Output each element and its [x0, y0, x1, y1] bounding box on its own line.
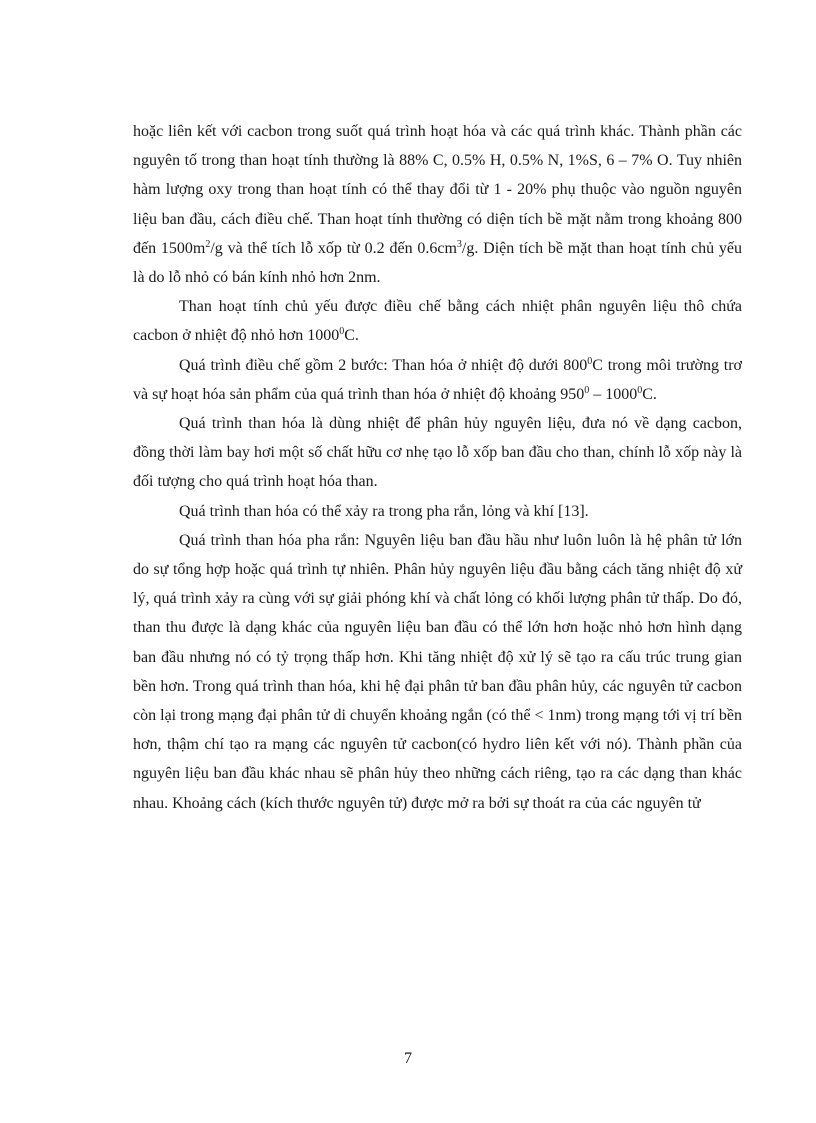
paragraph-text: C.	[642, 385, 657, 403]
paragraph-text: Than hoạt tính chủ yếu được điều chế bằng cách nhiệt phân nguyên liệu thô chứa cacbon ở nhiệt độ nhỏ hơn 1000	[133, 298, 742, 345]
document-body	[133, 117, 742, 818]
paragraph-text: C.	[344, 327, 359, 345]
superscript: 0	[587, 355, 593, 367]
paragraph-text: Quá trình than hóa có thể xảy ra trong pha rắn, lỏng và khí [13].	[179, 502, 589, 520]
superscript: 0	[339, 326, 345, 338]
superscript: 3	[456, 238, 462, 250]
paragraph	[133, 409, 742, 497]
paragraph	[133, 292, 742, 350]
paragraph-text: /g. Diện tích bề mặt than hoạt tính chủ yếu là do lỗ nhỏ có bán kính nhỏ hơn 2nm.	[133, 239, 743, 287]
paragraph-text: Quá trình than hóa là dùng nhiệt để phân hủy nguyên liệu, đưa nó về dạng cacbon, đồng thời làm bay hơi một số chất hữu cơ nhẹ tạo lỗ xốp ban đầu cho than, chính lỗ xốp này là đối tượng cho quá trình hoạt hóa than.	[133, 415, 742, 491]
paragraph-text: Quá trình than hóa pha rắn: Nguyên liệu ban đầu hầu như luôn luôn là hệ phân tử lớn do sự tổng hợp hoặc quá trình tự nhiên. Phân hủy nguyên liệu đầu bằng cách tăng nhiệt độ xử lý, quá trình xảy ra cùng với sự giải phóng khí và chất lỏng có khối lượng phân tử thấp. Do đó, than thu được là dạng khác của nguyên liệu ban đầu có thể lớn hơn hoặc nhỏ hơn hình dạng ban đầu nhưng nó có tỷ trọng thấp hơn. Khi tăng nhiệt độ xử lý sẽ tạo ra cấu trúc trung gian bền hơn. Trong quá trình than hóa, khi hệ đại phân tử ban đầu phân hủy, các nguyên tử cacbon còn lại trong mạng đại phân tử di chuyển khoảng ngắn (có thể < 1nm) trong mạng tới vị trí bền hơn, thậm chí tạo ra mạng các nguyên tử cacbon(có hydro liên kết với nó). Thành phần của nguyên liệu ban đầu khác nhau sẽ phân hủy theo những cách riêng, tạo ra các dạng than khác nhau. Khoảng cách (kích thước nguyên tử) được mở ra bởi sự thoát ra của các nguyên tử	[133, 531, 742, 812]
paragraph	[133, 117, 742, 292]
paragraph-text: Quá trình điều chế gồm 2 bước: Than hóa ở nhiệt độ dưới 800	[179, 356, 588, 374]
paragraph-text: hoặc liên kết với cacbon trong suốt quá trình hoạt hóa và các quá trình khác. Thành phần các nguyên tố trong than hoạt tính thường là 88% C, 0.5% H, 0.5% N, 1%S, 6 – 7% O. Tuy nhiên hàm lượng oxy trong than hoạt tính có thể thay đổi từ 1 - 20% phụ thuộc vào nguồn nguyên liệu ban đầu, cách điều chế. Than hoạt tính thường có diện tích bề mặt nằm trong khoảng 800 đến 1500m	[133, 123, 742, 257]
paragraph	[133, 351, 742, 409]
paragraph-text: C trong môi trường trơ và sự hoạt hóa sản phẩm của quá trình than hóa ở nhiệt độ khoảng 950	[133, 356, 743, 403]
paragraph	[133, 497, 742, 526]
superscript: 0	[637, 384, 643, 396]
paragraph-text: /g và thể tích lỗ xốp từ 0.2 đến 0.6cm	[210, 239, 457, 257]
page-number: 7	[404, 1050, 412, 1067]
paragraph	[133, 526, 742, 818]
superscript: 0	[584, 384, 590, 396]
paragraph-text: – 1000	[589, 385, 638, 403]
superscript: 2	[205, 238, 211, 250]
